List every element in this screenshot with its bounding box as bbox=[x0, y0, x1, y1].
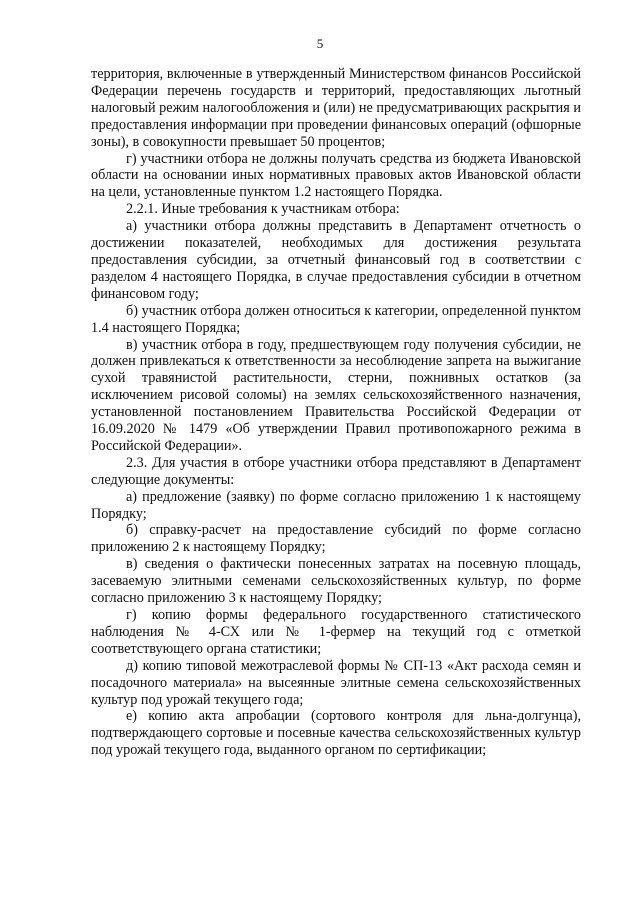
page-number: 5 bbox=[316, 36, 324, 51]
paragraph-item-b-category: б) участник отбора должен относиться к категории, определенной пунктом 1.4 настоящего Порядка; bbox=[91, 302, 581, 336]
document-body bbox=[91, 66, 581, 759]
paragraph-doc-g-statistics-form: г) копию формы федерального государственного статистического наблюдения № 4-СХ или № 1-фермер на текущий год с отметкой соответствующего органа статистики; bbox=[91, 607, 581, 657]
paragraph-section-2-3: 2.3. Для участия в отборе участники отбора представляют в Департамент следующие документы: bbox=[91, 454, 581, 488]
paragraph-doc-v-costs: в) сведения о фактически понесенных затратах на посевную площадь, засеваемую элитными семенами сельскохозяйственных культур, по форме согласно приложению 3 к настоящему Порядку; bbox=[91, 556, 581, 607]
paragraph-offshore-continuation: территория, включенные в утвержденный Министерством финансов Российской Федерации перечень государств и территорий, предоставляющих льготный налоговый режим налогообложения и (или) не предусматривающих раскрытия и предоставления информации при проведении финансовых операций (офшорные зоны), в совокупности превышает 50 процентов; bbox=[91, 66, 581, 150]
paragraph-section-2-2-1: 2.2.1. Иные требования к участникам отбора: bbox=[126, 201, 400, 218]
paragraph-doc-d-seed-act: д) копию типовой межотраслевой формы № СП-13 «Акт расхода семян и посадочного материала» на высеянные элитные семена сельскохозяйственных культур под урожай текущего года; bbox=[91, 657, 581, 708]
paragraph-doc-a-application: а) предложение (заявку) по форме согласно приложению 1 к настоящему Порядку; bbox=[91, 488, 581, 522]
paragraph-item-a-reporting: а) участники отбора должны представить в Департамент отчетность о достижении показателей, необходимых для достижения результата предоставления субсидии, за отчетный финансовый год в соответствии с разделом 4 настоящего Порядка, в случае предоставления субсидии в отчетном финансовом году; bbox=[91, 218, 581, 302]
paragraph-doc-b-calculation: б) справку-расчет на предоставление субсидий по форме согласно приложению 2 к настоящему Порядку; bbox=[91, 522, 581, 556]
paragraph-item-g-budget-funds: г) участники отбора не должны получать средства из бюджета Ивановской области на основании иных нормативных правовых актов Ивановской области на цели, установленные пунктом 1.2 настоящего Порядка. bbox=[91, 150, 581, 201]
paragraph-item-v-burning-ban: в) участник отбора в году, предшествующем году получения субсидии, не должен привлекаться к ответственности за несоблюдение запрета на выжигание сухой травянистой растительности, стерни, пожнивных остатков (за исключением рисовой соломы) на землях сельскохозяйственного назначения, установленной постановлением Правительства Российской Федерации от 16.09.2020 № 1479 «Об утверждении Правил противопожарного режима в Российской Федерации». bbox=[91, 336, 581, 454]
paragraph-doc-e-approbation-act: е) копию акта апробации (сортового контроля для льна-долгунца), подтверждающего сортовые и посевные качества сельскохозяйственных культур под урожай текущего года, выданного органом по сертификации; bbox=[91, 708, 581, 759]
